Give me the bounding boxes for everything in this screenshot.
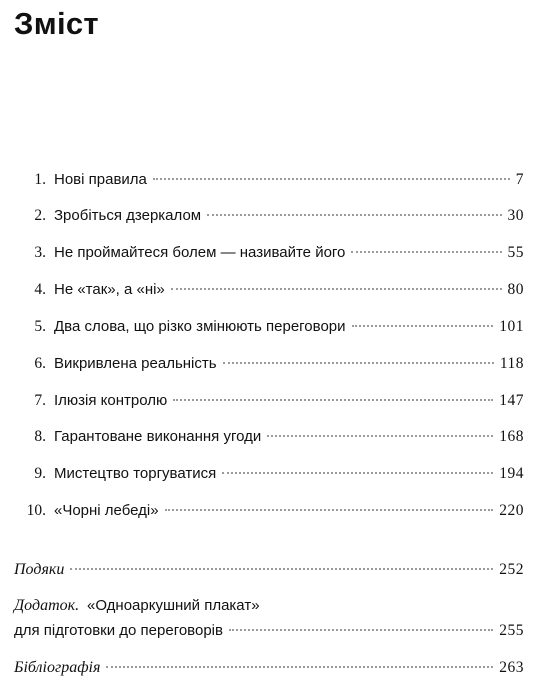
chapter-title: Не «так», а «ні» [54, 281, 165, 298]
toc-entry-chapter-10[interactable] [14, 499, 524, 523]
page-number: 101 [499, 318, 524, 335]
dot-leader [223, 362, 494, 364]
chapter-title: Нові правила [54, 171, 147, 188]
toc-entry-chapter-4[interactable] [14, 278, 524, 302]
chapter-number: 3. [34, 244, 46, 261]
chapter-number: 7. [34, 392, 46, 409]
toc-entry-chapter-3[interactable] [14, 241, 524, 265]
page-number: 255 [499, 622, 524, 639]
dot-leader [106, 666, 493, 668]
chapter-number: 5. [34, 318, 46, 335]
chapter-number: 9. [34, 465, 46, 482]
bibliography-title: Бібліографія [14, 659, 101, 676]
appendix-label: Додаток. [14, 597, 80, 614]
dot-leader [267, 435, 493, 437]
dot-leader [352, 325, 494, 327]
appendix-title-line-1[interactable] [14, 594, 524, 618]
chapter-title: Викривлена реальність [54, 355, 217, 372]
page-number: 30 [507, 207, 524, 224]
page-number: 147 [499, 392, 524, 409]
toc-entry-chapter-9[interactable] [14, 462, 524, 486]
dot-leader [207, 214, 501, 216]
chapter-number: 10. [26, 502, 46, 519]
toc-entry-appendix[interactable] [14, 619, 524, 643]
toc-entry-chapter-5[interactable] [14, 315, 524, 339]
chapter-number: 6. [34, 355, 46, 372]
chapter-title: «Чорні лебеді» [54, 502, 159, 519]
toc-entry-chapter-2[interactable] [14, 204, 524, 228]
page-number: 55 [507, 244, 524, 261]
chapter-number: 4. [34, 281, 46, 298]
page-number: 194 [499, 465, 524, 482]
dot-leader [70, 568, 493, 570]
toc-entry-chapter-6[interactable] [14, 352, 524, 376]
page-number: 80 [507, 281, 524, 298]
page-number: 220 [499, 502, 524, 519]
dot-leader [171, 288, 502, 290]
dot-leader [165, 509, 494, 511]
page-number: 7 [515, 171, 524, 188]
chapter-number: 1. [34, 171, 46, 188]
dot-leader [153, 178, 510, 180]
chapter-number: 2. [34, 207, 46, 224]
toc-entry-chapter-7[interactable] [14, 389, 524, 413]
toc-entry-chapter-8[interactable] [14, 425, 524, 449]
appendix-title-continued: для підготовки до переговорів [14, 622, 223, 639]
page-number: 252 [499, 561, 524, 578]
chapter-title: Не проймайтеся болем — називайте його [54, 244, 346, 261]
chapter-title: Зробіться дзеркалом [54, 207, 202, 224]
dot-leader [351, 251, 501, 253]
page-title: Зміст [14, 6, 99, 41]
chapter-title: Гарантоване виконання угоди [54, 428, 262, 445]
appendix-title: «Одноаркушний плакат» [86, 597, 260, 614]
chapter-title: Два слова, що різко змінюють переговори [54, 318, 346, 335]
page-number: 263 [499, 659, 524, 676]
chapter-title: Мистецтво торгуватися [54, 465, 217, 482]
chapter-title: Ілюзія контролю [54, 392, 168, 409]
toc-entry-acknowledgements[interactable] [14, 558, 524, 582]
toc-entry-bibliography[interactable] [14, 656, 524, 680]
dot-leader [173, 399, 493, 401]
page-number: 118 [499, 355, 524, 372]
chapter-number: 8. [34, 428, 46, 445]
dot-leader [222, 472, 493, 474]
page-number: 168 [499, 428, 524, 445]
acknowledgements-title: Подяки [14, 561, 65, 578]
dot-leader [229, 629, 493, 631]
toc-entry-chapter-1[interactable] [14, 168, 524, 192]
